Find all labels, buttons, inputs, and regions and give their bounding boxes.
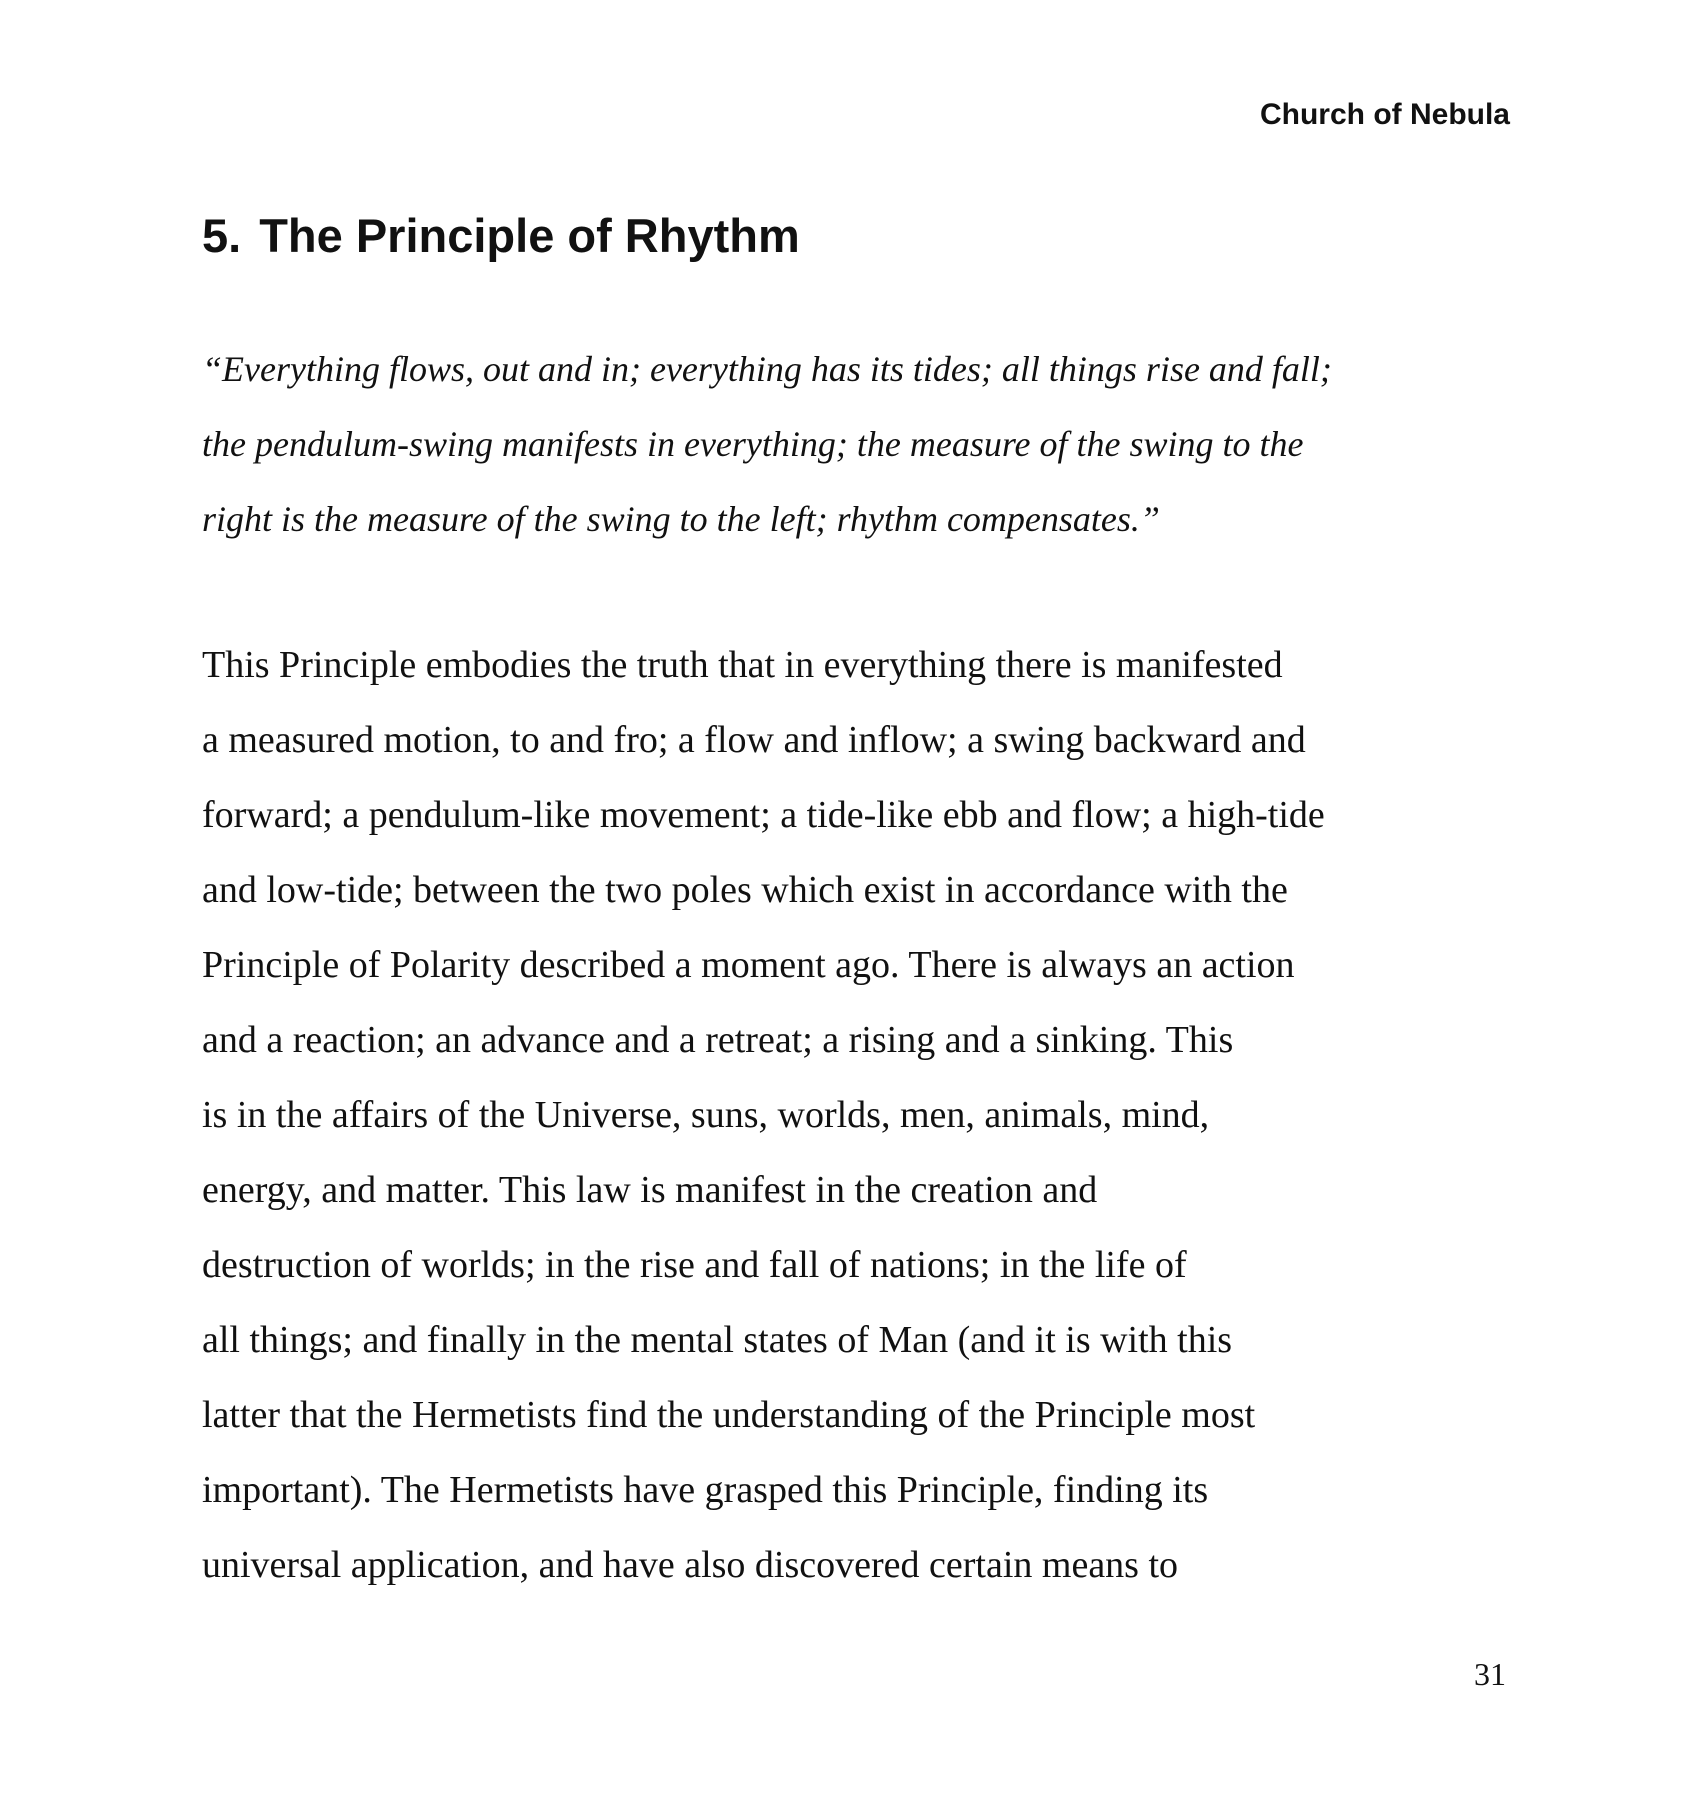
epigraph-line: right is the measure of the swing to the left; rhythm compensates.” bbox=[202, 499, 1160, 539]
body-line: forward; a pendulum-like movement; a tide-like ebb and flow; a high-tide bbox=[202, 794, 1325, 836]
body-line: universal application, and have also discovered certain means to bbox=[202, 1544, 1179, 1586]
epigraph-line: “Everything flows, out and in; everything has its tides; all things rise and fall; bbox=[202, 349, 1332, 389]
epigraph-quote bbox=[202, 332, 1522, 557]
section-title bbox=[202, 209, 800, 262]
body-line: energy, and matter. This law is manifest in the creation and bbox=[202, 1169, 1098, 1211]
body-line: Principle of Polarity described a moment ago. There is always an action bbox=[202, 944, 1295, 986]
section-title-text: The Principle of Rhythm bbox=[259, 209, 800, 262]
body-line: destruction of worlds; in the rise and fall of nations; in the life of bbox=[202, 1244, 1187, 1286]
body-line: and a reaction; an advance and a retreat; a rising and a sinking. This bbox=[202, 1019, 1234, 1061]
body-paragraph bbox=[202, 628, 1522, 1603]
epigraph-line: the pendulum-swing manifests in everything; the measure of the swing to the bbox=[202, 424, 1304, 464]
body-line: This Principle embodies the truth that in everything there is manifested bbox=[202, 644, 1283, 686]
section-number: 5. bbox=[202, 209, 242, 262]
page-number: 31 bbox=[1474, 1656, 1506, 1692]
body-line: and low-tide; between the two poles which exist in accordance with the bbox=[202, 869, 1288, 911]
body-line: a measured motion, to and fro; a flow and inflow; a swing backward and bbox=[202, 719, 1306, 761]
body-line: is in the affairs of the Universe, suns, worlds, men, animals, mind, bbox=[202, 1094, 1210, 1136]
body-line: all things; and finally in the mental states of Man (and it is with this bbox=[202, 1319, 1233, 1361]
running-header: Church of Nebula bbox=[1259, 98, 1510, 131]
body-line: important). The Hermetists have grasped this Principle, finding its bbox=[202, 1469, 1209, 1511]
body-line: latter that the Hermetists find the understanding of the Principle most bbox=[202, 1394, 1256, 1436]
